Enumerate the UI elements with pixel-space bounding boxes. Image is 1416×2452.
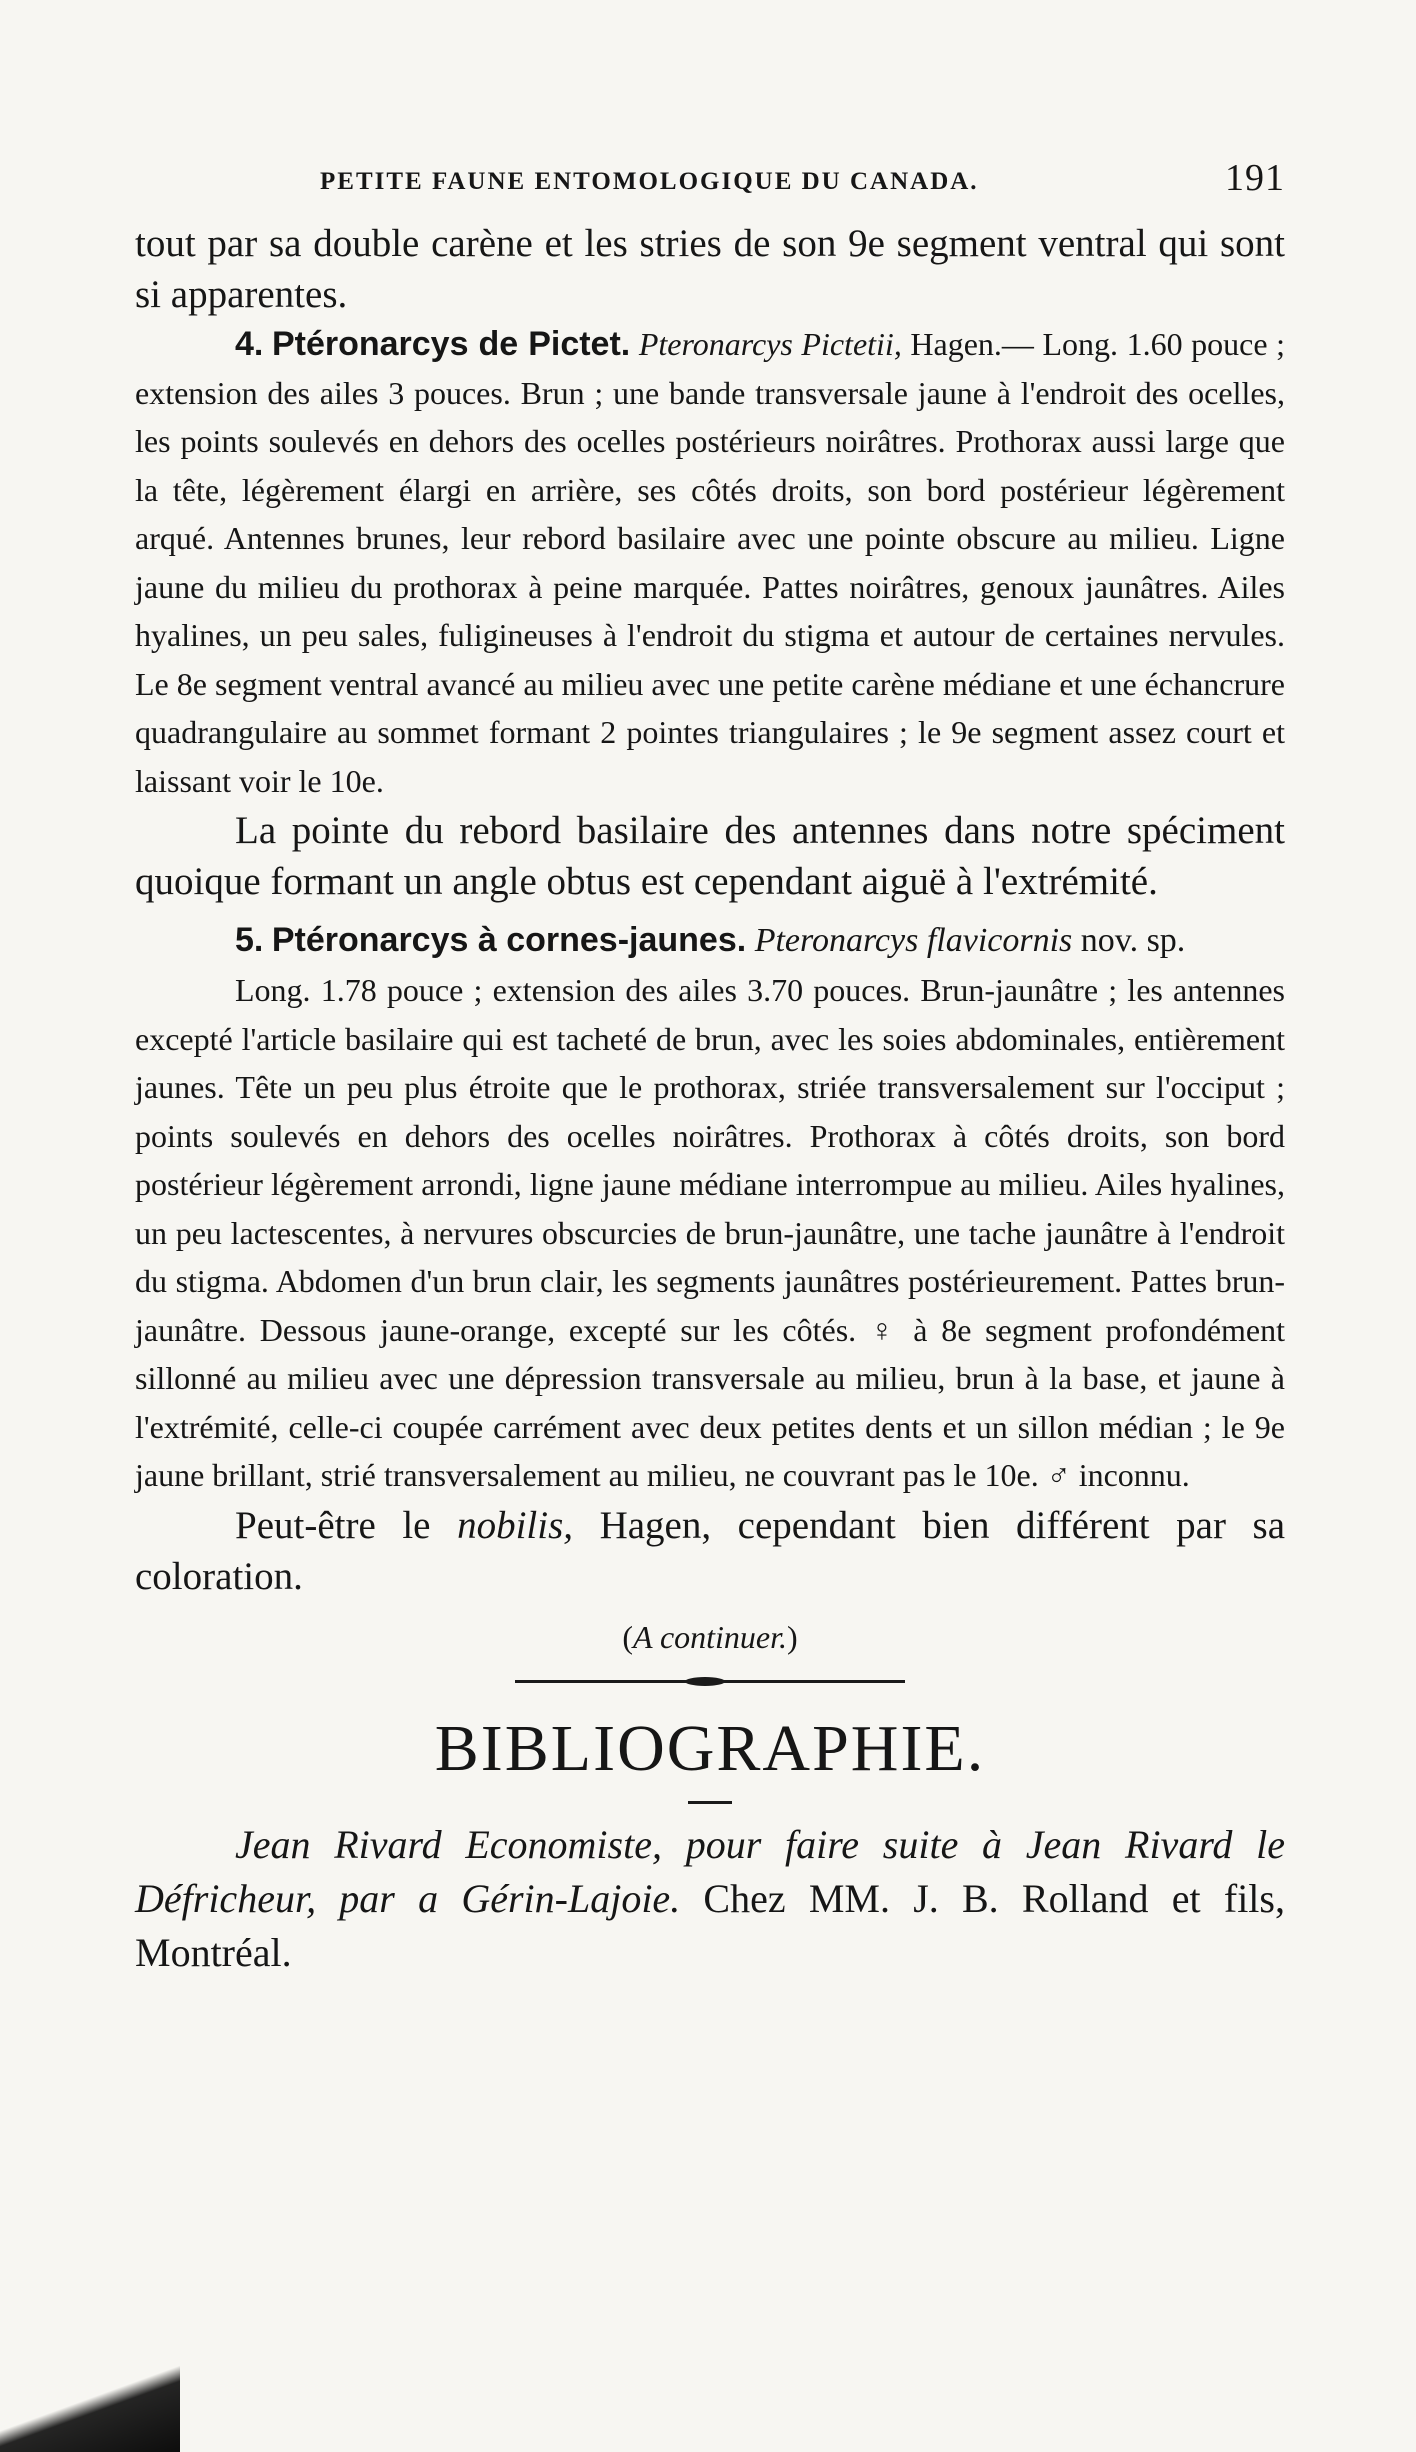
species-4-number: 4. xyxy=(235,325,264,363)
species-5-heading xyxy=(135,915,1285,966)
species-4-latin: Pteronarcys Pictetii, xyxy=(638,326,902,362)
species-4-description: Long. 1.60 pouce ; extension des ailes 3 pouces. Brun ; une bande transversale jaune à l'endroit des ocelles, les points soulevés en dehors des ocelles postérieurs noirâtres. Prothorax aussi large que la tête, légèrement élargi en arrière, ses côtés droits, son bord postérieur légèrement arqué. Antennes brunes, leur rebord basilaire avec une pointe obscure au milieu. Ligne jaune du milieu du prothorax à peine marquée. Pattes noirâtres, genoux jaunâtres. Ailes hyalines, un peu sales, fuligineuses à l'endroit du stigma et autour de certaines nervules. Le 8e segment ventral avancé au milieu avec une petite carène médiane et une échancrure quadrangulaire au sommet formant 2 pointes triangulaires ; le 9e segment assez court et laissant voir le 10e. xyxy=(135,326,1286,799)
species-5-name: Ptéronarcys à cornes-jaunes. xyxy=(271,921,747,959)
running-head xyxy=(135,150,1285,210)
nobilis-text-b: Hagen, cependant bien différent par sa coloration. xyxy=(135,1503,1286,1598)
paragraph-nobilis xyxy=(135,1500,1285,1602)
species-5-number: 5. xyxy=(235,921,264,959)
section-divider xyxy=(515,1680,905,1683)
bibliography-rule xyxy=(688,1801,732,1804)
nobilis-text-a: Peut-être le xyxy=(235,1503,431,1547)
bibliography-title: Jean Rivard Economiste, pour faire suite à Jean Rivard le Défricheur, par a Gérin-Lajoie. xyxy=(135,1821,1285,1921)
species-5-latin: Pteronarcys flavicornis xyxy=(754,922,1073,959)
running-title: PETITE FAUNE ENTOMOLOGIQUE DU CANADA. xyxy=(320,168,979,195)
species-4-entry xyxy=(135,320,1285,805)
to-be-continued: (A continuer.) xyxy=(622,1618,798,1655)
bibliography-entry xyxy=(135,1818,1285,1980)
bibliography-publisher: Chez MM. J. B. Rolland et fils, Montréal. xyxy=(135,1875,1285,1975)
species-5-description: Long. 1.78 pouce ; extension des ailes 3.70 pouces. Brun-jaunâtre ; les antennes excepté l'article basilaire qui est tacheté de brun, avec les soies abdominales, entièrement jaunes. Tête un peu plus étroite que le prothorax, striée transversalement sur l'occiput ; points soulevés en dehors des ocelles noirâtres. Prothorax à côtés droits, son bord postérieur légèrement arrondi, ligne jaune médiane interrompue au milieu. Ailes hyalines, un peu lactescentes, à nervures obscurcies de brun-jaunâtre, une tache jaunâtre à l'endroit du stigma. Abdomen d'un brun clair, les segments jaunâtres postérieurement. Pattes brun-jaunâtre. Dessous jaune-orange, excepté sur les côtés. ♀ à 8e segment profondément sillonné au milieu avec une dépression transversale au milieu, brun à la base, et jaune à l'extrémité, celle-ci coupée carrément avec deux petites dents et un sillon médian ; le 9e jaune brillant, strié transversalement au milieu, ne couvrant pas le 10e. ♂ inconnu. xyxy=(135,972,1285,1493)
scan-edge-shadow xyxy=(0,2360,180,2452)
page xyxy=(135,150,1285,1980)
species-4-name: Ptéronarcys de Pictet. xyxy=(271,325,631,363)
paragraph-continuation: tout par sa double carène et les stries de son 9e segment ventral qui sont si apparentes. xyxy=(135,222,1285,316)
page-number: 191 xyxy=(1225,157,1285,199)
species-4-author: Hagen.— xyxy=(910,326,1034,362)
species-5-nov: nov. sp. xyxy=(1080,922,1186,959)
nobilis-latin: nobilis, xyxy=(457,1503,573,1547)
bibliography-heading: BIBLIOGRAPHIE. xyxy=(434,1711,986,1785)
paragraph-note: La pointe du rebord basilaire des antennes dans notre spéciment quoique formant un angle obtus est cependant aiguë à l'extrémité. xyxy=(135,809,1285,903)
continue-text: A continuer. xyxy=(632,1618,788,1655)
